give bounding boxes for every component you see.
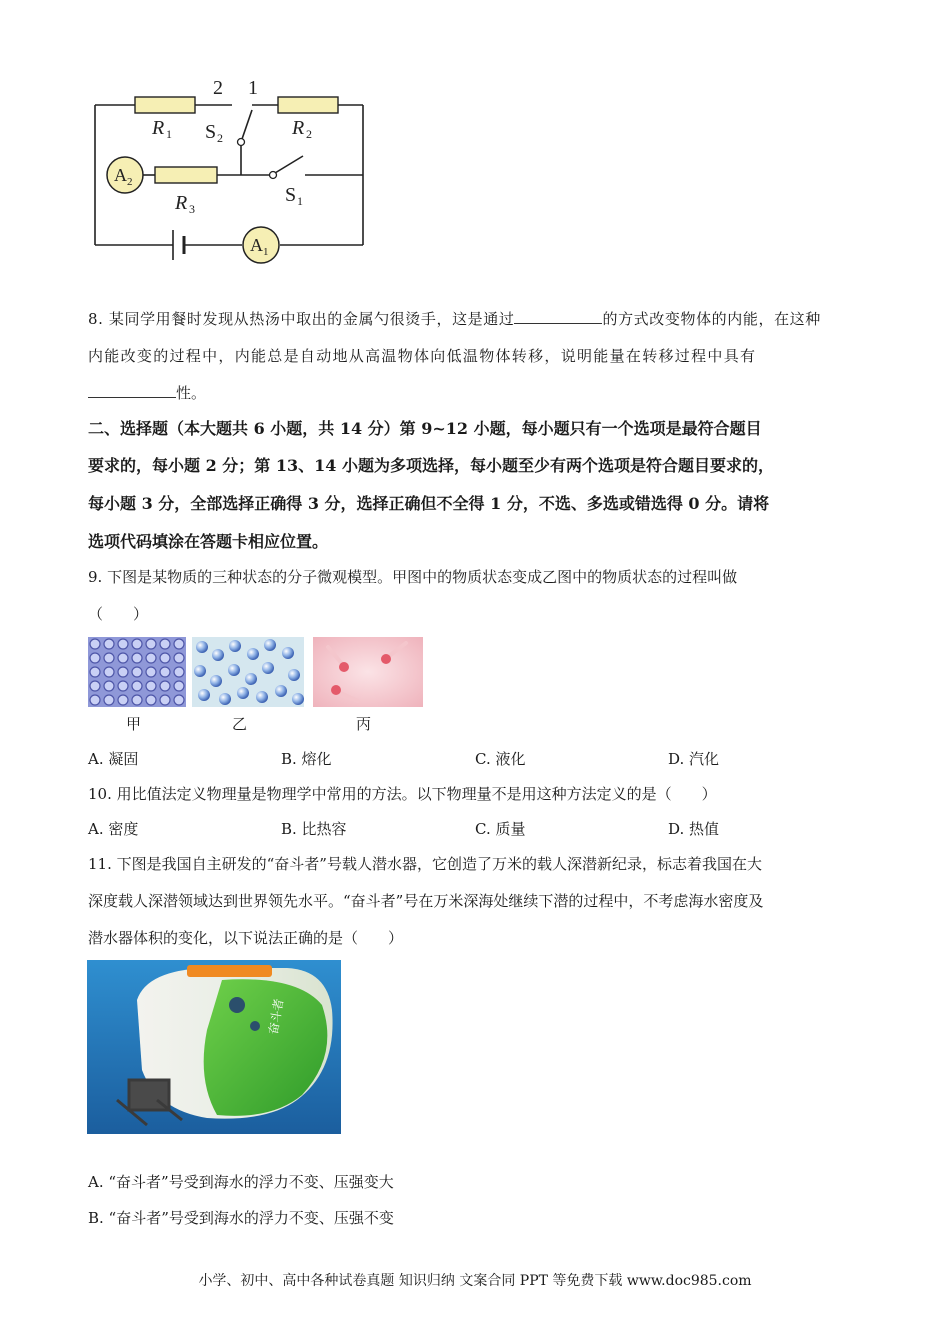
label-a2: A: [114, 165, 127, 185]
q9-stem: 9. 下图是某物质的三种状态的分子微观模型。甲图中的物质状态变成乙图中的物质状态的过程叫做: [88, 568, 738, 586]
q9-option-a[interactable]: A. 凝固: [88, 750, 139, 768]
section2-line-2: 要求的，每小题 2 分；第 13、14 小题为多项选择，每小题至少有两个选项是符合题目要求的，: [88, 456, 774, 475]
q9-paren: （ ）: [88, 605, 149, 623]
circuit-diagram: [80, 70, 380, 280]
q9-option-c[interactable]: C. 液化: [475, 750, 526, 768]
q10-option-d[interactable]: D. 热值: [668, 820, 720, 838]
q11-line-3: 潜水器体积的变化，以下说法正确的是（ ）: [88, 929, 404, 947]
submersible-photo: [87, 960, 341, 1134]
label-r1-sub: 1: [166, 127, 172, 141]
solid-state-image: [88, 637, 186, 707]
liquid-state-image: [192, 637, 304, 707]
q9-option-b[interactable]: B. 熔化: [281, 750, 332, 768]
q8-text-c: 性。: [176, 384, 207, 402]
label-r3: R: [175, 192, 188, 214]
q8-line-2: 内能改变的过程中，内能总是自动地从高温物体向低温物体转移，说明能量在转移过程中具有: [88, 347, 757, 365]
q10-option-c[interactable]: C. 质量: [475, 820, 526, 838]
q10-option-b[interactable]: B. 比热容: [281, 820, 347, 838]
label-r2: R: [292, 117, 305, 139]
q9-option-d[interactable]: D. 汽化: [668, 750, 720, 768]
caption-yi: 乙: [232, 715, 248, 733]
q8-line-1: [88, 309, 821, 329]
q8-blank-2[interactable]: [88, 383, 176, 398]
q8-line-3: [88, 383, 206, 403]
gas-state-image: [313, 637, 423, 707]
label-a1-sub: 1: [263, 246, 269, 258]
caption-bing: 丙: [356, 715, 372, 733]
page-footer: 小学、初中、高中各种试卷真题 知识归纳 文案合同 PPT 等免费下载 www.doc985.com: [198, 1273, 752, 1289]
label-a2-sub: 2: [127, 176, 133, 188]
resistor-r1: [135, 97, 195, 113]
label-s2-sub: 2: [217, 131, 223, 145]
q10-option-a[interactable]: A. 密度: [88, 820, 139, 838]
resistor-r2: [278, 97, 338, 113]
q11-line-1: 11. 下图是我国自主研发的“奋斗者”号载人潜水器，它创造了万米的载人深潜新纪录，标志着我国在大: [88, 855, 762, 873]
switch-position-2: 2: [213, 77, 223, 99]
battery-icon: [173, 230, 184, 260]
q9-molecule-images: [88, 637, 423, 707]
label-r1: R: [152, 117, 165, 139]
q11-line-2: 深度载人深潜领域达到世界领先水平。“奋斗者”号在万米深海处继续下潜的过程中，不考虑海水密度及: [88, 892, 764, 910]
label-s1-sub: 1: [297, 194, 303, 208]
resistor-r3: [155, 167, 217, 183]
label-a1: A: [250, 235, 263, 255]
q8-text-b: 的方式改变物体的内能，在这种: [602, 310, 821, 328]
section2-line-3: 每小题 3 分，全部选择正确得 3 分，选择正确但不全得 1 分，不选、多选或错选得 0 分。请将: [88, 494, 770, 513]
section2-line-4: 选项代码填涂在答题卡相应位置。: [88, 532, 329, 551]
submersible-hull-label: 奋斗者: [266, 997, 287, 1036]
label-r2-sub: 2: [306, 127, 312, 141]
q11-option-a[interactable]: A. “奋斗者”号受到海水的浮力不变、压强变大: [88, 1173, 394, 1191]
q8-blank-1[interactable]: [514, 309, 602, 324]
switch-position-1: 1: [248, 77, 258, 99]
q11-option-b[interactable]: B. “奋斗者”号受到海水的浮力不变、压强不变: [88, 1209, 394, 1227]
q8-text-a: 8. 某同学用餐时发现从热汤中取出的金属勺很烫手，这是通过: [88, 310, 515, 328]
section2-line-1: 二、选择题（本大题共 6 小题，共 14 分）第 9~12 小题，每小题只有一个选项是最符合题目: [88, 419, 762, 438]
label-s2: S: [205, 121, 217, 143]
caption-jia: 甲: [126, 715, 142, 733]
label-s1: S: [285, 184, 297, 206]
label-r3-sub: 3: [189, 202, 195, 216]
q10-stem: 10. 用比值法定义物理量是物理学中常用的方法。以下物理量不是用这种方法定义的是（ ）: [88, 785, 717, 803]
